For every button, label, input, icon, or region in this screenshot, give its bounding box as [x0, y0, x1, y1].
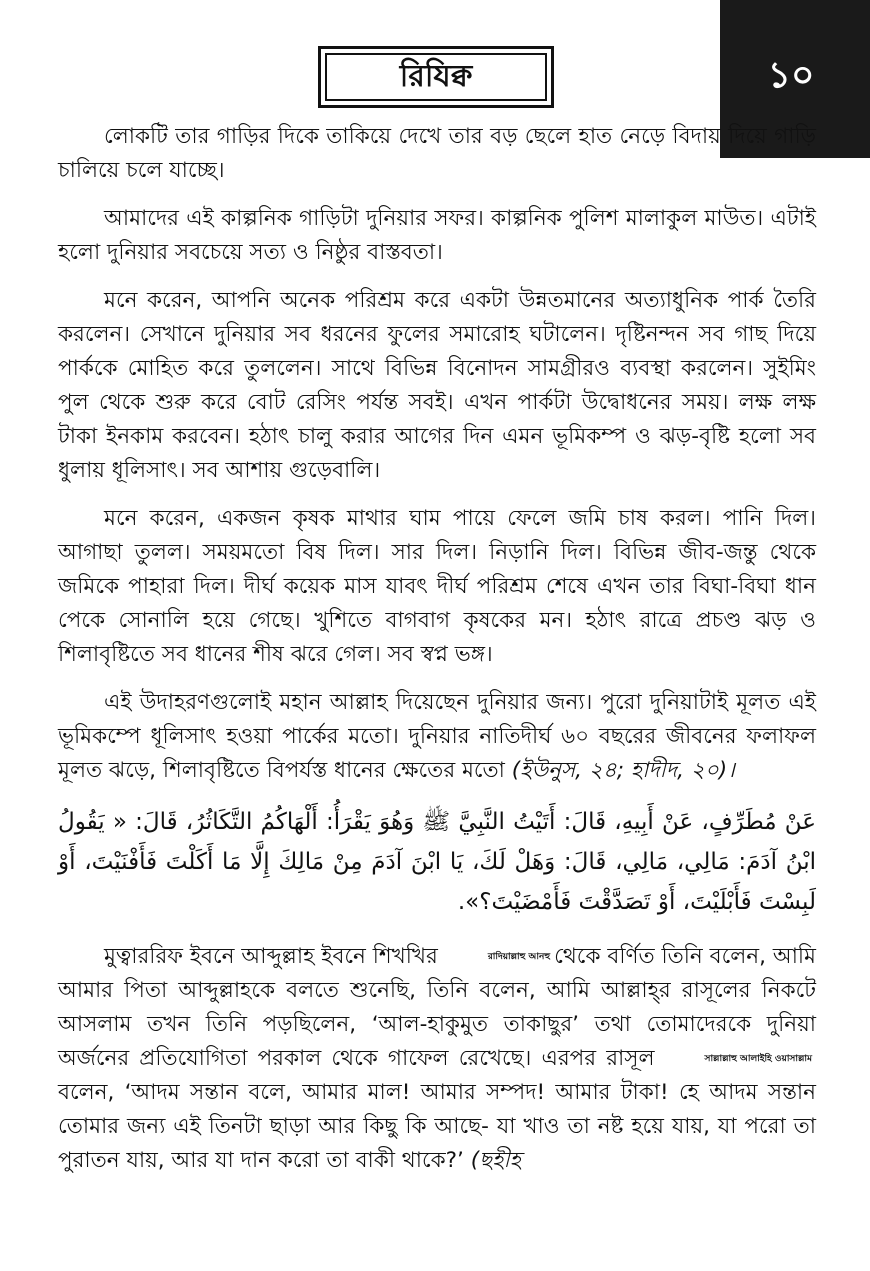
paragraph-6: [58, 940, 816, 1178]
page-body: [58, 120, 816, 1192]
paragraph-6-text-c: বলেন, ‘আদম সন্তান বলে, আমার মাল! আমার সম্পদ! আমার টাকা! হে আদম সন্তান তোমার জন্য এই তিনটা ছাড়া আর কিছু কি আছে- যা খাও তা নষ্ট হয়ে যায়, যা পরো তা পুরাতন যায়, আর যা দান করো তা বাকী থাকে?’: [58, 1080, 816, 1173]
paragraph-6-citation: (ছহীহ: [470, 1148, 521, 1173]
chapter-title-box: [318, 46, 554, 108]
paragraph-5: [58, 686, 816, 788]
paragraph-6-text-b: থেকে বর্ণিত তিনি বলেন, আমি আমার পিতা আব্দুল্লাহকে বলতে শুনেছি, তিনি বলেন, আমি আল্লাহ্‌র রাসূলের নিকটে আসলাম তখন তিনি পড়ছিলেন, ‘আল-হাকুমুত তাকাছুর’ তথা তোমাদেরকে দুনিয়া অর্জনের প্রতিযোগিতা পরকাল থেকে গাফেল রেখেছে। এরপর রাসূল: [58, 944, 816, 1071]
paragraph-5-text: এই উদাহরণগুলোই মহান আল্লাহ দিয়েছেন দুনিয়ার জন্য। পুরো দুনিয়াটাই মূলত এই ভূমিকম্পে ধূলিসাৎ হওয়া পার্কের মতো। দুনিয়ার নাতিদীর্ঘ ৬০ বছরের জীবনের ফলাফল মূলত ঝড়ে, শিলাবৃষ্টিতে বিপর্যস্ত ধানের ক্ষেতের মতো: [58, 690, 816, 783]
salawat-mark: সাল্লাল্লাহু আলাইহি ওয়াসাল্লাম: [704, 1054, 812, 1064]
radiyallahu-anhu-mark: রাদিয়াল্লাহু আনহু: [487, 952, 551, 962]
page-number: ১০: [767, 55, 815, 96]
chapter-title: রিযিক্ব: [325, 53, 547, 101]
paragraph-5-citation: (ইউনুস, ২৪; হাদীদ, ২০)।: [511, 758, 735, 783]
arabic-hadith: عَنْ مُطَرِّفٍ، عَنْ أَبِيهِ، قَالَ: أَتَيْتُ النَّبِيَّ ﷺ وَهُوَ يَقْرَأُ: أَلْهَاكُمُ التَّكَاثُرُ، قَالَ: « يَقُولُ ابْنُ آدَمَ: مَالِي، مَالِي، قَالَ: وَهَلْ لَكَ، يَا ابْنَ آدَمَ مِنْ مَالِكَ إِلَّا مَا أَكَلْتَ فَأَفْنَيْتَ، أَوْ لَبِسْتَ فَأَبْلَيْتَ، أَوْ تَصَدَّقْتَ فَأَمْضَيْتَ؟».: [58, 809, 816, 915]
paragraph-4: মনে করেন, একজন কৃষক মাথার ঘাম পায়ে ফেলে জমি চাষ করল। পানি দিল। আগাছা তুলল। সময়মতো বিষ দিল। সার দিল। নিড়ানি দিল। বিভিন্ন জীব-জন্তু থেকে জমিকে পাহারা দিল। দীর্ঘ কয়েক মাস যাবৎ দীর্ঘ পরিশ্রম শেষে এখন তার বিঘা-বিঘা ধান পেকে সোনালি হয়ে গেছে। খুশিতে বাগবাগ কৃষকের মন। হঠাৎ রাত্রে প্রচণ্ড ঝড় ও শিলাবৃষ্টিতে সব ধানের শীষ ঝরে গেল। সব স্বপ্ন ভঙ্গ।: [58, 506, 816, 667]
paragraph-3: মনে করেন, আপনি অনেক পরিশ্রম করে একটা উন্নতমানের অত্যাধুনিক পার্ক তৈরি করলেন। সেখানে দুনিয়ার সব ধরনের ফুলের সমারোহ ঘটালেন। দৃষ্টিনন্দন সব গাছ দিয়ে পার্ককে মোহিত করে তুললেন। সাথে বিভিন্ন বিনোদন সামগ্রীরও ব্যবস্থা করলেন। সুইমিং পুল থেকে শুরু করে বোট রেসিং পর্যন্ত সবই। এখন পার্কটা উদ্বোধনের সময়। লক্ষ লক্ষ টাকা ইনকাম করবেন। হঠাৎ চালু করার আগের দিন এমন ভূমিকম্প ও ঝড়-বৃষ্টি হলো সব ধুলায় ধূলিসাৎ। সব আশায় গুড়েবালি।: [58, 288, 816, 483]
paragraph-6-text-a: মুত্বাররিফ ইবনে আব্দুল্লাহ ইবনে শিখখির: [104, 944, 438, 969]
paragraph-2: আমাদের এই কাল্পনিক গাড়িটা দুনিয়ার সফর। কাল্পনিক পুলিশ মালাকুল মাউত। এটাই হলো দুনিয়ার সবচেয়ে সত্য ও নিষ্ঠুর বাস্তবতা।: [58, 206, 816, 265]
paragraph-1: লোকটি তার গাড়ির দিকে তাকিয়ে দেখে তার বড় ছেলে হাত নেড়ে বিদায় দিয়ে গাড়ি চালিয়ে চলে যাচ্ছে।: [58, 124, 816, 183]
